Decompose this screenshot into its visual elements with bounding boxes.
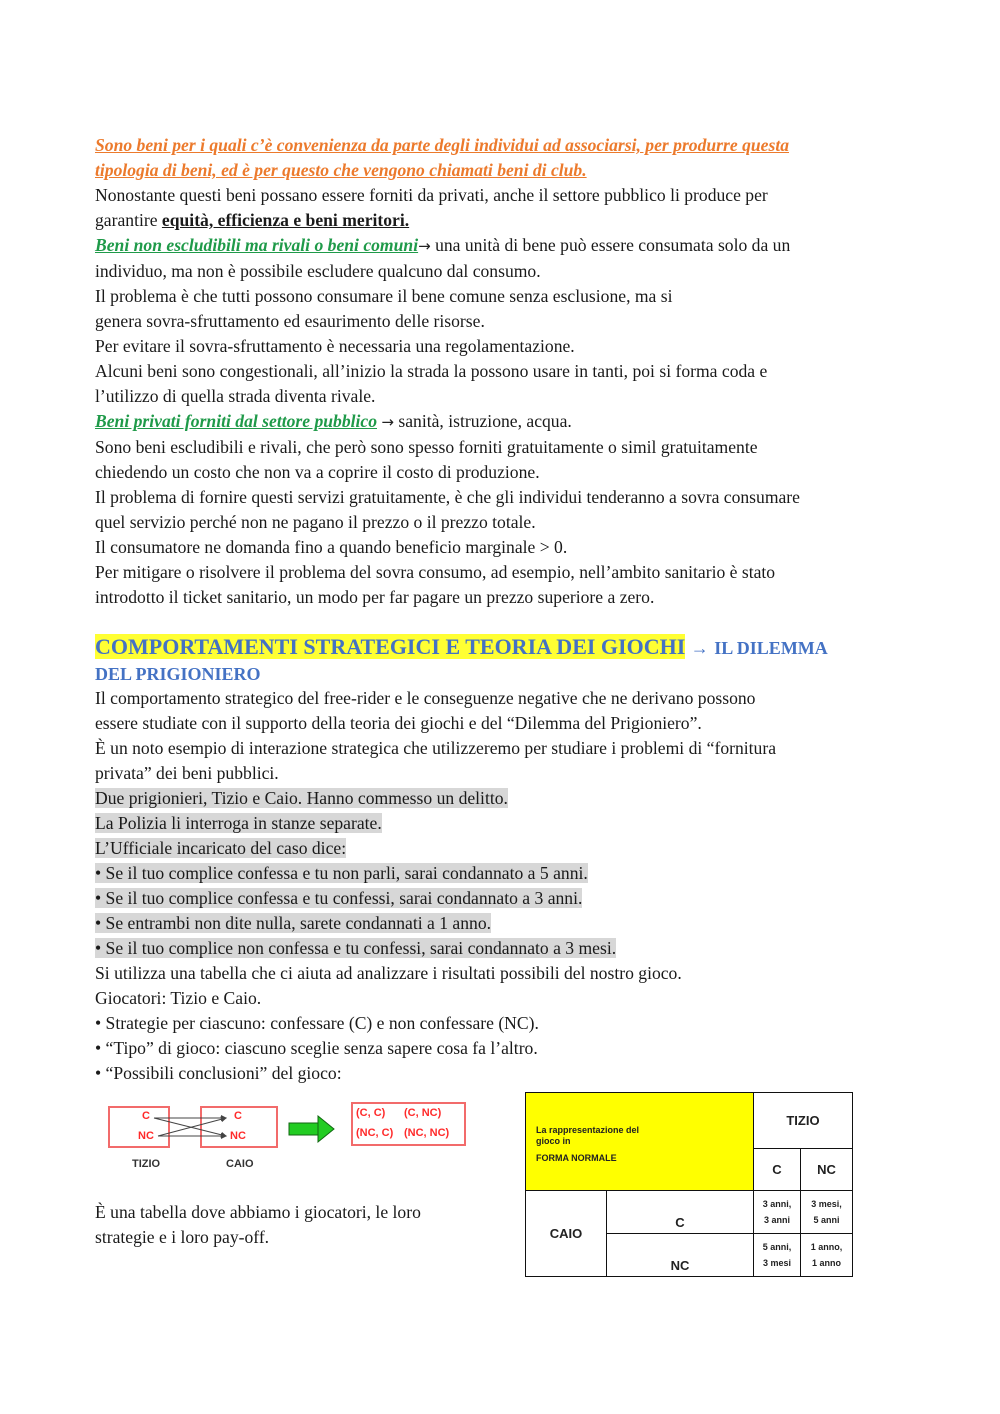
caio-label: CAIO <box>226 1158 254 1170</box>
paragraph: Nonostante questi beni possano essere forniti da privati, anche il settore pubblico li produce per <box>95 185 768 205</box>
club-goods-definition-cont: tipologia di beni, ed è per questo che vengono chiamati beni di club. <box>95 160 587 180</box>
right-arrow-icon: → <box>381 413 394 431</box>
payoff-cell: 3 mesi, 5 anni <box>801 1191 853 1234</box>
highlighted-text: La Polizia li interroga in stanze separate. <box>95 813 382 833</box>
payoff-cell: 3 anni, 3 anni <box>753 1191 800 1234</box>
paragraph: chiedendo un costo che non va a coprire il costo di produzione. <box>95 462 540 482</box>
paragraph: quel servizio perché non ne pagano il prezzo o il prezzo totale. <box>95 512 536 532</box>
paragraph: Giocatori: Tizio e Caio. <box>95 988 262 1008</box>
right-arrow-icon: → <box>690 638 709 658</box>
section-heading-sub-cont: DEL PRIGIONIERO <box>95 664 261 684</box>
bullet-item: • Strategie per ciascuno: confessare (C) e non confessare (NC). <box>95 1013 539 1033</box>
strategy-diagram <box>108 1100 473 1180</box>
paragraph: Il consumatore ne domanda fino a quando beneficio marginale > 0. <box>95 537 568 557</box>
spacer <box>95 610 910 633</box>
normal-form-table <box>525 1092 853 1276</box>
paragraph: Il comportamento strategico del free-rider e le conseguenze negative che ne derivano possono <box>95 688 756 708</box>
paragraph: genera sovra-sfruttamento ed esaurimento delle risorse. <box>95 311 485 331</box>
payoff-cell: 1 anno, 1 anno <box>801 1234 853 1277</box>
paragraph: introdotto il ticket sanitario, un modo per far pagare un prezzo superiore a zero. <box>95 587 655 607</box>
highlighted-bullet: • Se entrambi non dite nulla, sarete condannati a 1 anno. <box>95 913 492 933</box>
paragraph-text: garantire <box>95 210 162 230</box>
paragraph: Il problema di fornire questi servizi gratuitamente, è che gli individui tenderanno a sovra consumare <box>95 487 800 507</box>
bullet-item: • “Possibili conclusioni” del gioco: <box>95 1063 342 1083</box>
bullet-item: • “Tipo” di gioco: ciascuno sceglie senza sapere cosa fa l’altro. <box>95 1038 538 1058</box>
column-header-nc: NC <box>801 1149 853 1191</box>
common-goods-title: Beni non escludibili ma rivali o beni comuni <box>95 235 419 255</box>
section-heading <box>95 633 910 662</box>
outcome-c-nc: (C, NC) <box>404 1107 442 1119</box>
section-heading-main: COMPORTAMENTI STRATEGICI E TEORIA DEI GIOCHI <box>95 634 686 659</box>
table-caption: È una tabella dove abbiamo i giocatori, le loro strategie e i loro pay-off. <box>95 1202 421 1247</box>
caio-nc-label: NC <box>230 1130 246 1142</box>
highlighted-text: Due prigionieri, Tizio e Caio. Hanno commesso un delitto. <box>95 788 508 808</box>
outcome-nc-nc: (NC, NC) <box>404 1127 450 1139</box>
highlighted-bullet: • Se il tuo complice confessa e tu confessi, sarai condannato a 3 anni. <box>95 888 583 908</box>
tizio-c-label: C <box>142 1110 150 1122</box>
tizio-nc-label: NC <box>138 1130 154 1142</box>
row-player-header: CAIO <box>526 1191 607 1277</box>
payoff-cell: 5 anni, 3 mesi <box>753 1234 800 1277</box>
green-arrow-icon <box>289 1116 334 1142</box>
paragraph: essere studiate con il supporto della teoria dei giochi e del “Dilemma del Prigioniero”. <box>95 713 702 733</box>
club-goods-definition: Sono beni per i quali c’è convenienza da parte degli individui ad associarsi, per produrre questa <box>95 135 789 155</box>
paragraph: Alcuni beni sono congestionali, all’inizio la strada la possono usare in tanti, poi si forma coda e <box>95 361 768 381</box>
outcome-c-c: (C, C) <box>356 1107 386 1119</box>
row-header-nc: NC <box>607 1234 754 1277</box>
outcome-nc-c: (NC, C) <box>356 1127 394 1139</box>
paragraph: Sono beni escludibili e rivali, che però sono spesso forniti gratuitamente o simil gratuitamente <box>95 437 758 457</box>
paragraph-text: una unità di bene può essere consumata solo da un <box>430 235 791 255</box>
tizio-label: TIZIO <box>132 1158 161 1170</box>
caio-c-label: C <box>234 1110 242 1122</box>
highlighted-bullet: • Se il tuo complice confessa e tu non parli, sarai condannato a 5 anni. <box>95 863 588 883</box>
highlighted-bullet: • Se il tuo complice non confessa e tu confessi, sarai condannato a 3 mesi. <box>95 938 617 958</box>
paragraph: Per evitare il sovra-sfruttamento è necessaria una regolamentazione. <box>95 336 575 356</box>
paragraph: Per mitigare o risolvere il problema del sovra consumo, ad esempio, nell’ambito sanitario è stato <box>95 562 776 582</box>
section-heading-sub: IL DILEMMA <box>714 638 828 658</box>
paragraph-text: sanità, istruzione, acqua. <box>393 411 572 431</box>
table-corner: La rappresentazione del gioco in FORMA NORMALE <box>526 1093 754 1191</box>
highlighted-text: L’Ufficiale incaricato del caso dice: <box>95 838 347 858</box>
paragraph: privata” dei beni pubblici. <box>95 763 279 783</box>
column-header-c: C <box>753 1149 800 1191</box>
paragraph: È un noto esempio di interazione strategica che utilizzeremo per studiare i problemi di “fornitura <box>95 738 777 758</box>
emphasis-text: equità, efficienza e beni meritori. <box>161 210 410 230</box>
paragraph: individuo, ma non è possibile escludere qualcuno dal consumo. <box>95 261 541 281</box>
paragraph: Il problema è che tutti possono consumare il bene comune senza esclusione, ma si <box>95 286 673 306</box>
paragraph: l’utilizzo di quella strada diventa rivale. <box>95 386 376 406</box>
row-header-c: C <box>607 1191 754 1234</box>
private-goods-title: Beni privati forniti dal settore pubblico <box>95 411 377 431</box>
column-player-header: TIZIO <box>753 1093 852 1149</box>
paragraph: Si utilizza una tabella che ci aiuta ad analizzare i risultati possibili del nostro gioco. <box>95 963 682 983</box>
document-body <box>95 133 910 1086</box>
right-arrow-icon: → <box>418 237 431 255</box>
